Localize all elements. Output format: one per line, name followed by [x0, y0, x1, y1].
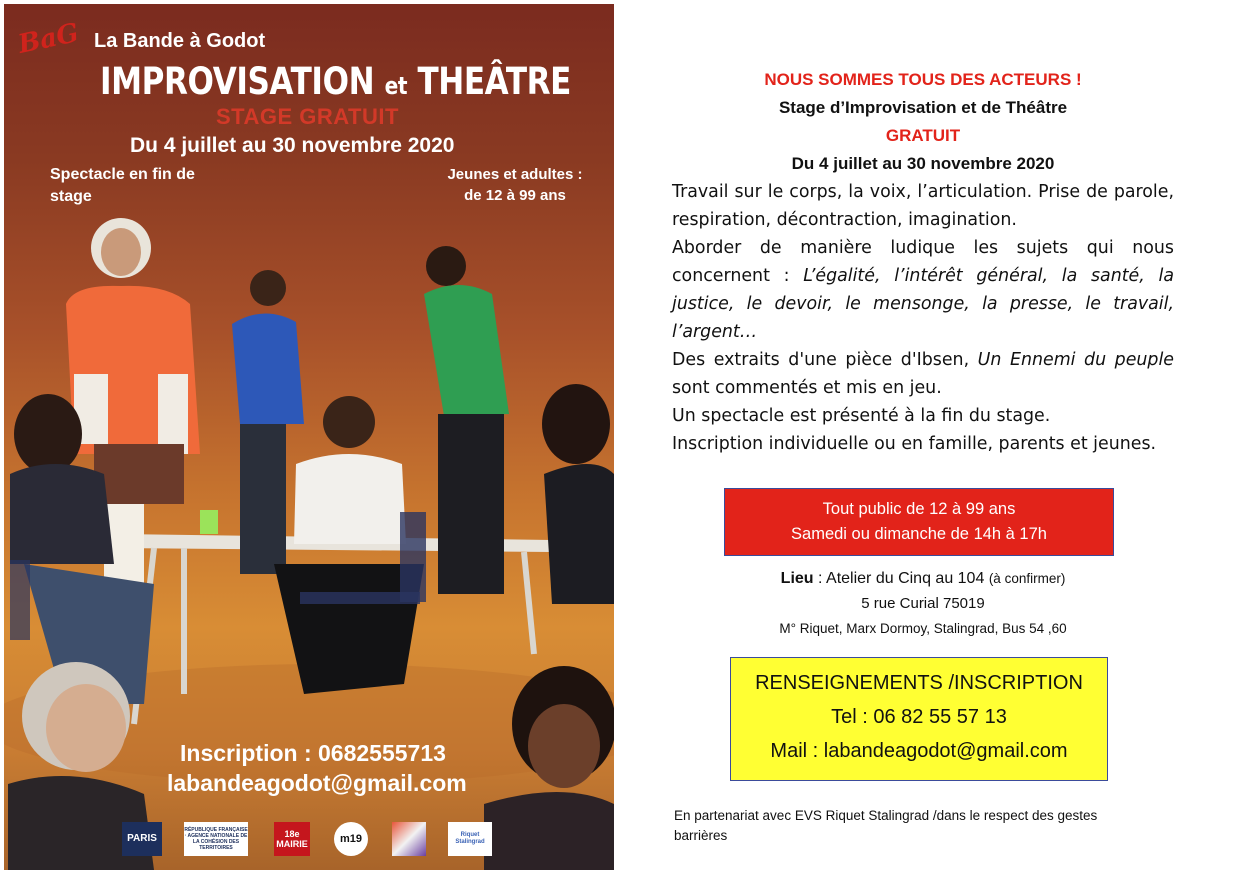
poster-email: labandeagodot@gmail.com	[167, 770, 467, 796]
mairie18-logo: 18e MAIRIE	[274, 822, 310, 856]
poster-brand: La Bande à Godot	[94, 30, 266, 52]
location-address: 5 rue Curial 75019	[861, 595, 985, 612]
location-line	[672, 566, 1174, 591]
paris-logo: PARIS	[122, 822, 162, 856]
location-confirm: (à confirmer)	[988, 571, 1066, 586]
para-sujets-topics: L’égalité, l’intérêt général, la santé, la justice, le devoir, le mensonge, la presse, le travail, l’argent…	[672, 266, 1175, 342]
poster-title-theatre: THEÂTRE	[417, 60, 571, 103]
para-sujets	[672, 234, 1174, 346]
location-transport: M° Riquet, Marx Dormoy, Stalingrad, Bus 54 ,60	[779, 621, 1067, 636]
partner-logos	[122, 822, 502, 856]
location-block	[672, 566, 1174, 641]
para-ibsen-end: sont commentés et mis en jeu.	[672, 378, 942, 398]
m19-logo: m19	[334, 822, 368, 856]
poster-dates: Du 4 juillet au 30 novembre 2020	[130, 134, 455, 157]
audience-schedule-box	[724, 488, 1114, 556]
location-place: : Atelier du Cinq au 104	[818, 570, 985, 587]
poster	[4, 4, 614, 870]
poster-spectacle: Spectacle en fin de stage	[50, 166, 195, 205]
poster-audience-line2: de 12 à 99 ans	[464, 187, 566, 204]
contact-box	[730, 657, 1108, 781]
contact-title: RENSEIGNEMENTS /INSCRIPTION	[755, 672, 1083, 694]
headline: NOUS SOMMES TOUS DES ACTEURS !	[764, 70, 1082, 89]
para-ibsen-intro: Des extraits d'une pièce d'Ibsen,	[672, 350, 970, 370]
para-ibsen-title: Un Ennemi du peuple	[977, 350, 1174, 370]
poster-subtitle: STAGE GRATUIT	[216, 104, 399, 129]
info-panel	[672, 66, 1174, 458]
info-dates: Du 4 juillet au 30 novembre 2020	[791, 154, 1055, 173]
poster-audience-line1: Jeunes et adultes :	[447, 166, 583, 183]
brand-logo: BaG	[15, 17, 82, 61]
gratuit-label: GRATUIT	[885, 126, 961, 145]
para-spectacle: Un spectacle est présenté à la fin du stage.	[672, 406, 1051, 426]
quartier-logo	[392, 822, 426, 856]
para-sujets-intro: Aborder de manière ludique les sujets qui nous concernent :	[672, 238, 1174, 286]
info-body	[672, 178, 1174, 458]
poster-title-et: et	[384, 72, 408, 100]
para-ibsen	[672, 346, 1174, 402]
info-subtitle: Stage d’Improvisation et de Théâtre	[778, 98, 1068, 117]
poster-inscription: Inscription : 0682555713	[180, 740, 446, 766]
poster-audience	[440, 164, 590, 206]
para-inscription: Inscription individuelle ou en famille, parents et jeunes.	[672, 434, 1157, 454]
location-label: Lieu	[780, 570, 814, 587]
contact-email[interactable]: Mail : labandeagodot@gmail.com	[770, 740, 1068, 762]
schedule-line: Samedi ou dimanche de 14h à 17h	[791, 525, 1047, 543]
audience-line: Tout public de 12 à 99 ans	[822, 500, 1016, 518]
partnership-footnote: En partenariat avec EVS Riquet Stalingrad /dans le respect des gestes barrières	[674, 808, 1098, 843]
poster-title-improvisation: IMPROVISATION	[100, 60, 375, 103]
contact-phone[interactable]: Tel : 06 82 55 57 13	[831, 706, 1007, 728]
anct-logo: RÉPUBLIQUE FRANÇAISE · AGENCE NATIONALE DE LA COHÉSION DES TERRITOIRES	[184, 822, 248, 856]
riquet-logo: Riquet Stalingrad	[448, 822, 492, 856]
para-travail: Travail sur le corps, la voix, l’articulation. Prise de parole, respiration, décontraction, imagination.	[672, 182, 1174, 230]
poster-title	[100, 60, 571, 103]
